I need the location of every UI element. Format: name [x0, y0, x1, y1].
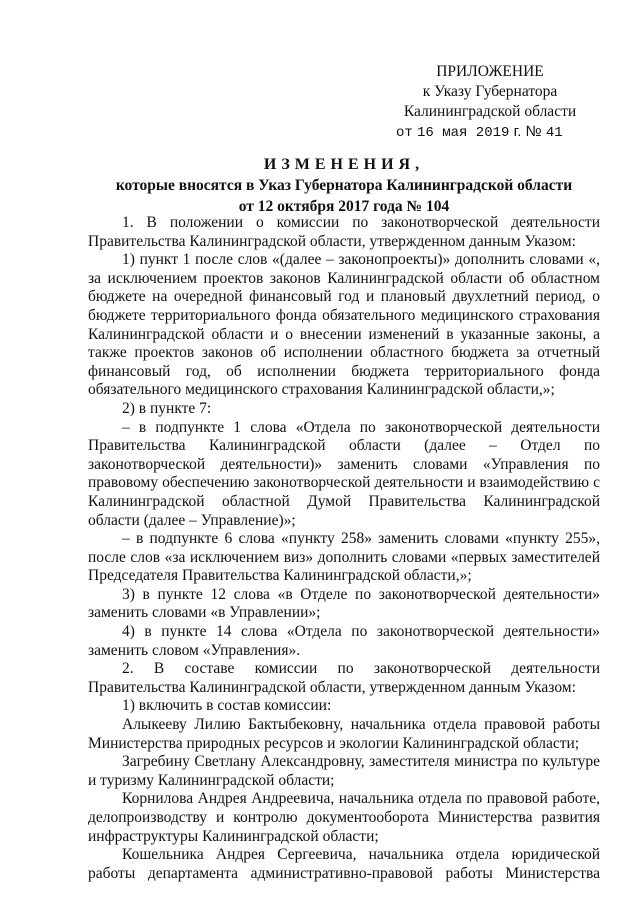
paragraph: 1) включить в состав комиссии: [122, 697, 332, 715]
paragraph: 2) в пункте 7: [122, 399, 212, 417]
paragraph: Корнилова Андрея Андреевича, начальника отдела по правовой работе, делопроизводству и контролю документооборота Министерства развития инфраструктуры Калининградской области; [88, 790, 600, 845]
heading-title: ИЗМЕНЕНИЯ, [263, 156, 425, 173]
appendix-line-decree: к Указу Губернатора [422, 83, 558, 100]
heading-date: от 12 октября 2017 года № 104 [238, 198, 450, 215]
paragraph: – в подпункте 1 слова «Отдела по законотворческой деятельности Правительства Калининградской области (далее – Отдел по законотворческой деятельности)» заменить словами «Управления по правовому обеспечению законотворческой деятельности и взаимодействию с Калининградской областной Думой Правительства Калининградской области (далее – Управление)»; [88, 418, 600, 529]
date-prefix: от [396, 125, 413, 141]
document-heading [88, 154, 600, 217]
appendix-block [380, 62, 600, 143]
appendix-line-region: Калининградской области [403, 103, 577, 120]
paragraph: Алыкееву Лилию Бактыбековну, начальника отдела правовой работы Министерства природных ресурсов и экологии Калининградской области; [88, 716, 600, 752]
paragraph: Кошельника Андрея Сергеевича, начальника отдела юридической работы департамента административно-правовой работы Министерства [88, 846, 600, 882]
paragraph: 2. В составе комиссии по законотворческой деятельности Правительства Калининградской области, утвержденном данным Указом: [88, 660, 600, 696]
date-value: 16 мая 2019 [416, 125, 510, 141]
paragraph: 3) в пункте 12 слова «в Отделе по законотворческой деятельности» заменить словами «в Управлении»; [88, 585, 600, 622]
heading-subtitle: которые вносятся в Указ Губернатора Калининградской области [115, 177, 573, 194]
paragraph: – в подпункте 6 слова «пункту 258» заменить словами «пункту 255», после слов «за исключением виз» дополнить словами «первых заместителей Председателя Правительства Калининградской области,»; [88, 530, 600, 585]
decree-number: 41 [545, 125, 563, 141]
appendix-date-line [380, 122, 600, 143]
paragraph: 4) в пункте 14 слова «Отдела по законотворческой деятельности» заменить словом «Управления». [88, 623, 600, 659]
appendix-title: ПРИЛОЖЕНИЕ [436, 63, 544, 80]
date-suffix: г. № [513, 123, 542, 140]
document-body [88, 214, 600, 883]
paragraph: 1) пункт 1 после слов «(далее – законопроекты)» дополнить словами «, за исключением проектов законов Калининградской области об областном бюджете на очередной финансовый год и плановый двухлетний период, о бюджете территориального фонда обязательного медицинского страхования Калининградской области и о внесении изменений в указанные законы, а также проектов законов об исполнении областного бюджета за отчетный финансовый год, об исполнении бюджета территориального фонда обязательного медицинского страхования Калининградской области,»; [88, 251, 600, 399]
paragraph: 1. В положении о комиссии по законотворческой деятельности Правительства Калининградской области, утвержденном данным Указом: [88, 214, 600, 250]
paragraph: Загребину Светлану Александровну, заместителя министра по культуре и туризму Калининградской области; [88, 753, 600, 789]
